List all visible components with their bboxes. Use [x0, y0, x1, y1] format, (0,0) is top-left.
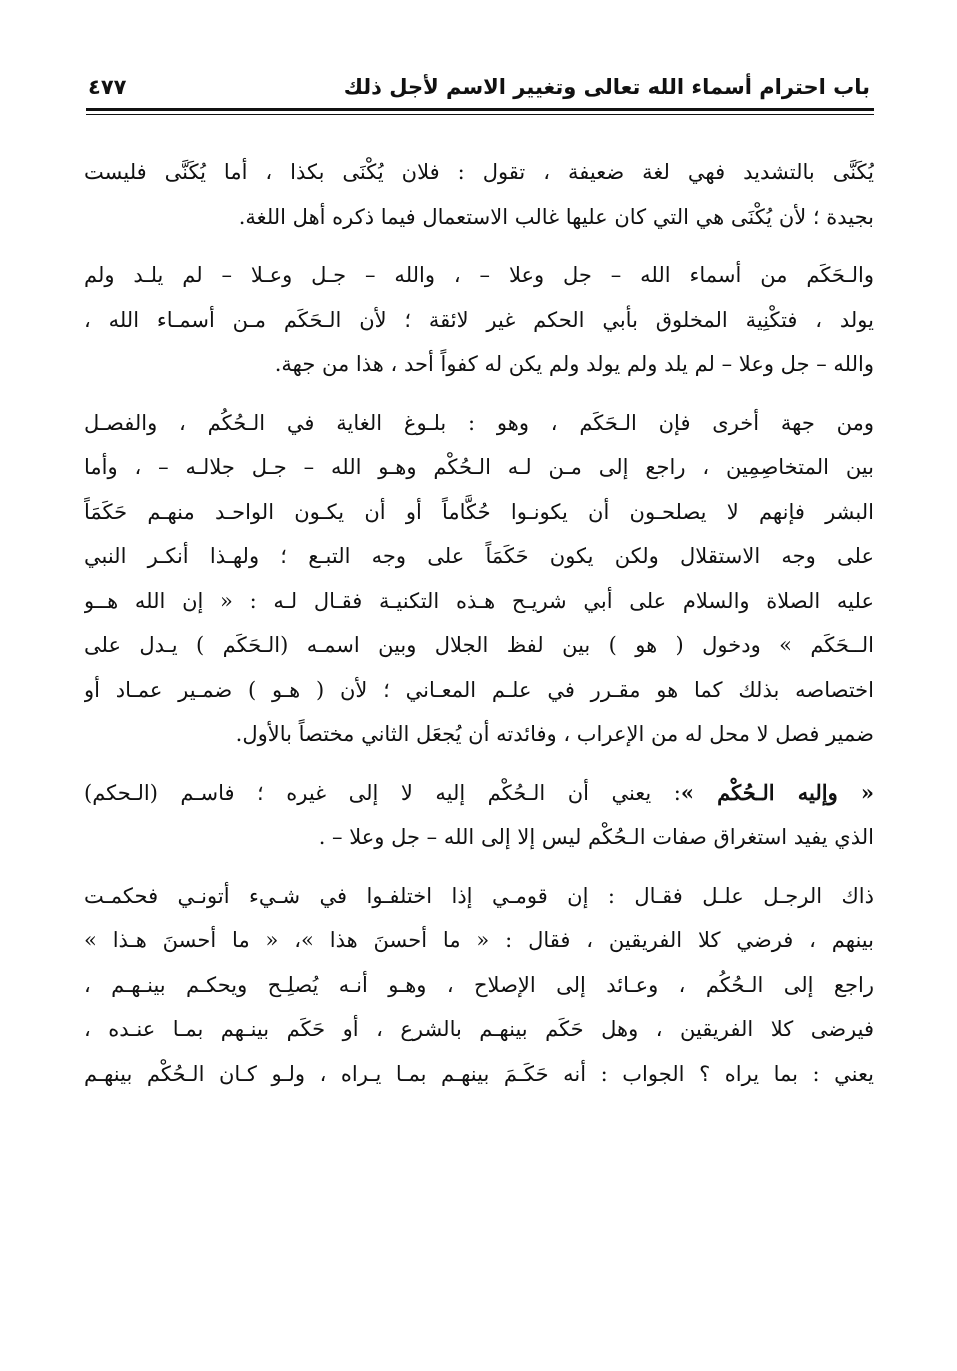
paragraph-3: [84, 401, 874, 757]
header-rule-thin: [86, 114, 874, 115]
paragraph-2: [84, 253, 874, 387]
header-rule: [86, 108, 874, 111]
page-body: [84, 150, 874, 1110]
page-header: [88, 66, 870, 112]
text-line: والله – جل وعلا – لم يلد ولم يولد ولم يكن له كفواً أحد ، هذا من جهة.: [274, 352, 874, 376]
paragraph-4: [84, 771, 874, 860]
text-line: اختصاصه بذلك كما هو مقـرر في علـم المعـاني ؛ لأن ( هـو ) ضمـير عمـاد أو: [84, 677, 874, 702]
text-line: فيرضى كلا الفريقين ، وهل حَكَم بينهـم بالشرع ، أو حَكَم بينـهم بمـا عنـده ،: [84, 1017, 874, 1041]
text-line-with-lead: [84, 771, 874, 816]
text-line: والـحَكَم من أسماء الله – جل وعلا – ، والله – جـل وعـلا – لم يلـد ولم: [84, 263, 874, 287]
text-line: على وجه الاستقلال ولكن يكون حَكَمَاً على وجه التبـع ؛ ولهـذا أنكـر النبي: [84, 544, 874, 568]
quoted-phrase: « وإليه الـحُكْم »: [680, 779, 874, 805]
text-line: راجع إلى الـحُكُم ، وعـائد إلى الإصلاح ، وهـو أنـه يُصلِـح ويحكـم بينـهـم ،: [84, 972, 874, 997]
text-line: الذي يفيد استغراق صفات الـحُكْم ليس إلا إلى الله – جل وعلا – .: [318, 825, 874, 849]
paragraph-5: [84, 874, 874, 1097]
text-line: بين المتخاصِمِين ، راجع إلى مـن لـه الـحُكْم وهـو الله – جـل جلالـه – ، وأما: [84, 455, 874, 479]
text-line: البشر فإنهم لا يصلحـون أن يكونـوا حُكَّاماً أو أن يكـون الواحـد منهـم حَكَمَاً: [84, 499, 874, 524]
text-line: يُكَنَّى بالتشديد فهي لغة ضعيفة ، تقول : فلان يُكْنَى بكذا ، أما يُكَنَّى فليست: [84, 160, 874, 184]
text-line: ومن جهة أخرى فإن الـحَكَم ، وهو : بلـوغ الغاية في الـحُكُم ، والفصـل: [84, 410, 874, 435]
paragraph-1: [84, 150, 874, 239]
text-fragment: : يعني أن الـحُكْم إليه لا إلى غيره ؛ فاسـم (الـحكم): [84, 780, 681, 805]
text-line: يولد ، فتكْنِية المخلوق بأبي الحكم غير لائقة ؛ لأن الـحَكَم مـن أسمـاء الله ،: [84, 307, 874, 332]
text-line: الــحَكَم » ودخول ( هو ) بين لفظ الجلال وبين اسمـه (الـحَكَم ) يـدل على: [84, 633, 874, 657]
chapter-title: باب احترام أسماء الله تعالى وتغيير الاسم لأجل ذلك: [343, 75, 870, 99]
text-line: بجيدة ؛ لأن يُكْنَى هي التي كان عليها غالب الاستعمال فيما ذكره أهل اللغة.: [238, 204, 874, 229]
text-line: عليه الصلاة والسلام على أبي شريـح هـذه التكنيـة فقـال لـه : « إن الله هــو: [84, 588, 874, 613]
text-line: ضمير فصل لا محل له من الإعراب ، وفائدته أن يُجعَل الثاني مختصاً بالأول.: [235, 722, 874, 746]
text-line: ذاك الرجـل علـل فقـال : إن قومـي إذا اختلفـوا في شـيء أتونـي فحكمـت: [84, 883, 874, 908]
text-line: بينهم ، فرضي كلا الفريقين ، فقال : « ما أحسنَ هذا »، « ما أحسنَ هـذا »: [84, 928, 874, 952]
page-number: ٤٧٧: [88, 75, 127, 99]
text-line: يعني : بما يراه ؟ الجواب : أنه حَكَـمَ بينهـم بمـا يـراه ، ولـو كـان الـحُكْم بينهـم: [84, 1061, 874, 1086]
